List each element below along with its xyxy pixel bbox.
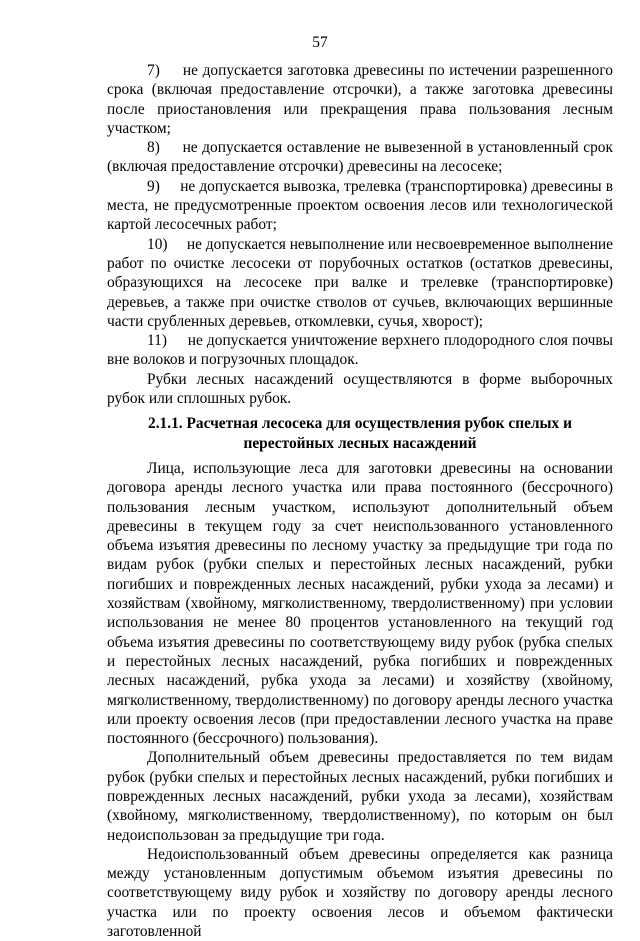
list-item: [107, 235, 613, 331]
list-item-text: не допускается невыполнение или несвоевременное выполнение работ по очистке лесосеки от порубочных остатков (остатков древесины, образующихся на лесосеке при валке и трелевке (транспортировке) деревьев, а также при очистке стволов от сучьев, включающих вершинные части срубленных деревьев, откомлевки, сучья, хворост);: [107, 235, 613, 330]
list-item-number: 7): [147, 62, 160, 79]
list-item-text: не допускается вывозка, трелевка (транспортировка) древесины в места, не предусмотренные проектом освоения лесов или технологической картой лесосечных работ;: [107, 177, 613, 234]
body-paragraph: Дополнительный объем древесины предоставляется по тем видам рубок (рубки спелых и перестойных лесных насаждений, рубки погибших и поврежденных лесных насаждений, рубки ухода за лесами), хозяйствам (хвойному, мягколиственному, твердолиственному), по которым он был недоиспользован за предыдущие три года.: [107, 749, 613, 844]
list-item: [107, 61, 613, 138]
list-item-number: 9): [147, 177, 160, 195]
list-item-number: 8): [147, 139, 160, 157]
document-body: [107, 61, 613, 941]
list-item-number: 11): [147, 332, 167, 350]
body-paragraph: Лица, использующие леса для заготовки древесины на основании договора аренды лесного участка или права постоянного (бессрочного) пользования лесным участком, используют дополнительный объем древесины в текущем году за счет неиспользованного установленного объема изъятия древесины по лесному участку за предыдущие три года по видам рубок (рубки спелых и перестойных лесных насаждений, рубки погибших и поврежденных лесных насаждений, рубки ухода за лесами) и хозяйствам (хвойному, мягколиственному, твердолиственному) при условии использования не менее 80 процентов установленного на текущий год объема изъятия древесины по соответствующему виду рубок (рубка спелых и перестойных лесных насаждений, рубка погибших и поврежденных лесных насаждений, рубка ухода за лесами) и хозяйству (хвойному, мягколиственному, твердолиственному) по договору аренды лесного участка или проекту освоения лесов (при предоставлении лесного участка на праве постоянного (бессрочного) пользования).: [107, 459, 613, 748]
list-item: [107, 138, 613, 177]
list-item-number: 10): [147, 235, 168, 253]
section-heading: 2.1.1. Расчетная лесосека для осуществления рубок спелых и перестойных лесных насаждений: [148, 415, 572, 452]
list-item: [107, 177, 613, 235]
list-item-text: не допускается оставление не вывезенной в установленный срок (включая предоставление отсрочки) древесины на лесосеке;: [107, 139, 613, 176]
intro-paragraph: Рубки лесных насаждений осуществляются в форме выборочных рубок или сплошных рубок.: [107, 370, 613, 408]
list-item: [107, 331, 613, 370]
body-paragraph: Недоиспользованный объем древесины определяется как разница между установленным допустимым объемом изъятия древесины по соответствующему виду рубок и хозяйству по договору аренды лесного участка или по проекту освоения лесов и объемом фактически заготовленной: [107, 845, 613, 941]
list-item-text: не допускается уничтожение верхнего плодородного слоя почвы вне волоков и погрузочных площадок.: [107, 332, 613, 369]
page-number: 57: [312, 34, 328, 51]
list-item-text: не допускается заготовка древесины по истечении разрешенного срока (включая предоставление отсрочки), а также заготовка древесины после приостановления или прекращения права пользования лесным участком;: [107, 62, 613, 137]
